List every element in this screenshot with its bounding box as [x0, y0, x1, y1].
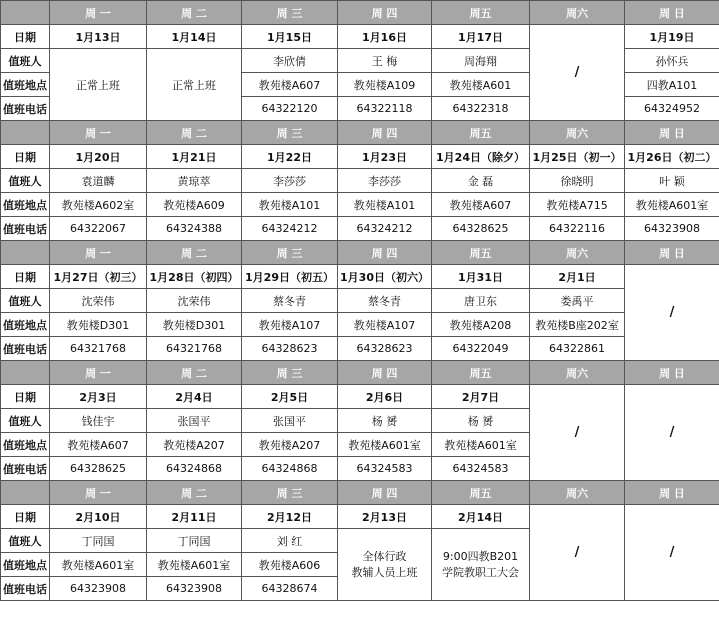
place-cell: 教苑楼A601室 [147, 553, 242, 577]
person-cell: 蔡冬青 [338, 289, 432, 313]
place-cell: 教苑楼A601 [432, 73, 530, 97]
phone-cell: 64322116 [530, 217, 625, 241]
weekday-header-thu: 周 四 [338, 241, 432, 265]
date-row [1, 385, 719, 409]
phone-row [1, 337, 719, 361]
person-cell: 王 梅 [338, 49, 432, 73]
place-cell: 教苑楼A609 [147, 193, 242, 217]
row-label-place: 值班地点 [1, 193, 50, 217]
place-cell: 教苑楼B座202室 [530, 313, 625, 337]
person-cell: 金 磊 [432, 169, 530, 193]
person-cell: 蔡冬青 [242, 289, 338, 313]
weekday-header-sat: 周六 [530, 241, 625, 265]
row-label-place: 值班地点 [1, 553, 50, 577]
row-label-person: 值班人 [1, 49, 50, 73]
weekday-header-wed: 周 三 [242, 361, 338, 385]
person-row [1, 169, 719, 193]
weekday-header-thu: 周 四 [338, 121, 432, 145]
place-cell: 教苑楼A207 [147, 433, 242, 457]
header-corner [1, 121, 50, 145]
weekday-header-tue: 周 二 [147, 1, 242, 25]
weekday-header-thu: 周 四 [338, 1, 432, 25]
weekday-header-mon: 周 一 [50, 121, 147, 145]
weekday-header-thu: 周 四 [338, 361, 432, 385]
person-cell: 周海翔 [432, 49, 530, 73]
header-corner [1, 1, 50, 25]
meeting-note-cell [432, 529, 530, 601]
date-cell: 1月13日 [50, 25, 147, 49]
weekday-header-mon: 周 一 [50, 361, 147, 385]
phone-cell: 64328625 [50, 457, 147, 481]
phone-cell: 64322067 [50, 217, 147, 241]
place-cell: 教苑楼A601室 [50, 553, 147, 577]
date-cell: 2月5日 [242, 385, 338, 409]
row-label-place: 值班地点 [1, 433, 50, 457]
date-cell: 2月12日 [242, 505, 338, 529]
weekday-header-fri: 周五 [432, 241, 530, 265]
person-row [1, 289, 719, 313]
place-cell: 教苑楼D301 [147, 313, 242, 337]
row-label-person: 值班人 [1, 169, 50, 193]
person-cell: 张国平 [242, 409, 338, 433]
weekday-header-wed: 周 三 [242, 241, 338, 265]
weekday-header-fri: 周五 [432, 361, 530, 385]
person-cell: 杨 赟 [432, 409, 530, 433]
date-cell: 1月28日（初四） [147, 265, 242, 289]
weekday-header-row [1, 121, 719, 145]
no-duty-slash: / [530, 385, 625, 481]
phone-cell: 64324388 [147, 217, 242, 241]
person-cell: 娄禹平 [530, 289, 625, 313]
date-cell: 1月17日 [432, 25, 530, 49]
place-cell: 教苑楼A601室 [625, 193, 719, 217]
weekday-header-sun: 周 日 [625, 241, 719, 265]
person-cell: 徐晓明 [530, 169, 625, 193]
row-label-phone: 值班电话 [1, 97, 50, 121]
all-staff-note-cell [338, 529, 432, 601]
place-cell: 教苑楼A109 [338, 73, 432, 97]
weekday-header-tue: 周 二 [147, 361, 242, 385]
phone-cell: 64322118 [338, 97, 432, 121]
weekday-header-row [1, 241, 719, 265]
person-cell: 黄琼萃 [147, 169, 242, 193]
weekday-header-fri: 周五 [432, 481, 530, 505]
row-label-place: 值班地点 [1, 313, 50, 337]
normal-work-cell: 正常上班 [50, 49, 147, 121]
weekday-header-fri: 周五 [432, 1, 530, 25]
header-corner [1, 361, 50, 385]
row-label-place: 值班地点 [1, 73, 50, 97]
phone-row [1, 217, 719, 241]
place-cell: 教苑楼A107 [338, 313, 432, 337]
weekday-header-sat: 周六 [530, 121, 625, 145]
place-cell: 教苑楼A208 [432, 313, 530, 337]
row-label-person: 值班人 [1, 529, 50, 553]
date-cell: 1月30日（初六） [338, 265, 432, 289]
date-cell: 1月14日 [147, 25, 242, 49]
row-label-date: 日期 [1, 145, 50, 169]
phone-cell: 64324212 [242, 217, 338, 241]
row-label-phone: 值班电话 [1, 457, 50, 481]
date-cell: 2月4日 [147, 385, 242, 409]
date-cell: 2月11日 [147, 505, 242, 529]
phone-cell: 64324212 [338, 217, 432, 241]
date-cell: 1月19日 [625, 25, 719, 49]
place-cell: 教苑楼D301 [50, 313, 147, 337]
weekday-header-sat: 周六 [530, 361, 625, 385]
date-cell: 2月13日 [338, 505, 432, 529]
phone-cell: 64324583 [338, 457, 432, 481]
row-label-person: 值班人 [1, 289, 50, 313]
date-cell: 2月10日 [50, 505, 147, 529]
phone-cell: 64324868 [147, 457, 242, 481]
phone-cell: 64322049 [432, 337, 530, 361]
phone-cell: 64322120 [242, 97, 338, 121]
date-row [1, 265, 719, 289]
weekday-header-wed: 周 三 [242, 1, 338, 25]
row-label-phone: 值班电话 [1, 337, 50, 361]
no-duty-slash: / [625, 265, 719, 361]
weekday-header-sat: 周六 [530, 1, 625, 25]
weekday-header-mon: 周 一 [50, 1, 147, 25]
phone-cell: 64324583 [432, 457, 530, 481]
weekday-header-row [1, 481, 719, 505]
date-cell: 2月1日 [530, 265, 625, 289]
date-cell: 1月22日 [242, 145, 338, 169]
weekday-header-row [1, 1, 719, 25]
note-line: 教辅人员上班 [351, 565, 418, 579]
weekday-header-tue: 周 二 [147, 121, 242, 145]
weekday-header-thu: 周 四 [338, 481, 432, 505]
person-cell: 李莎莎 [242, 169, 338, 193]
date-cell: 2月14日 [432, 505, 530, 529]
weekday-header-sun: 周 日 [625, 1, 719, 25]
weekday-header-sun: 周 日 [625, 121, 719, 145]
phone-cell: 64322861 [530, 337, 625, 361]
no-duty-slash: / [530, 505, 625, 601]
phone-cell: 64324868 [242, 457, 338, 481]
place-row [1, 313, 719, 337]
row-label-date: 日期 [1, 385, 50, 409]
place-cell: 教苑楼A207 [242, 433, 338, 457]
date-cell: 1月23日 [338, 145, 432, 169]
date-row [1, 25, 719, 49]
phone-cell: 64323908 [147, 577, 242, 601]
place-cell: 教苑楼A607 [50, 433, 147, 457]
phone-cell: 64328623 [242, 337, 338, 361]
row-label-date: 日期 [1, 25, 50, 49]
row-label-date: 日期 [1, 505, 50, 529]
header-corner [1, 481, 50, 505]
phone-cell: 64323908 [625, 217, 719, 241]
date-cell: 1月29日（初五） [242, 265, 338, 289]
note-line: 9:00四教B201 [442, 549, 519, 563]
date-row [1, 505, 719, 529]
weekday-header-tue: 周 二 [147, 241, 242, 265]
date-cell: 2月7日 [432, 385, 530, 409]
date-cell: 1月21日 [147, 145, 242, 169]
date-cell: 1月25日（初一） [530, 145, 625, 169]
phone-cell: 64328674 [242, 577, 338, 601]
date-cell: 2月3日 [50, 385, 147, 409]
phone-cell: 64324952 [625, 97, 719, 121]
place-cell: 教苑楼A101 [242, 193, 338, 217]
weekday-header-fri: 周五 [432, 121, 530, 145]
header-corner [1, 241, 50, 265]
person-cell: 袁道麟 [50, 169, 147, 193]
date-cell: 1月24日（除夕） [432, 145, 530, 169]
date-row [1, 145, 719, 169]
place-cell: 教苑楼A101 [338, 193, 432, 217]
phone-cell: 64321768 [147, 337, 242, 361]
date-cell: 1月20日 [50, 145, 147, 169]
date-cell: 1月15日 [242, 25, 338, 49]
weekday-header-tue: 周 二 [147, 481, 242, 505]
date-cell: 1月26日（初二） [625, 145, 719, 169]
row-label-date: 日期 [1, 265, 50, 289]
person-cell: 沈荣伟 [147, 289, 242, 313]
person-cell: 唐卫东 [432, 289, 530, 313]
date-cell: 1月31日 [432, 265, 530, 289]
weekday-header-sat: 周六 [530, 481, 625, 505]
person-cell: 杨 赟 [338, 409, 432, 433]
place-cell: 教苑楼A607 [242, 73, 338, 97]
person-cell: 孙怀兵 [625, 49, 719, 73]
date-cell: 1月16日 [338, 25, 432, 49]
person-cell: 李欣倩 [242, 49, 338, 73]
phone-cell: 64321768 [50, 337, 147, 361]
row-label-phone: 值班电话 [1, 577, 50, 601]
no-duty-slash: / [625, 385, 719, 481]
weekday-header-mon: 周 一 [50, 481, 147, 505]
person-cell: 沈荣伟 [50, 289, 147, 313]
person-cell: 张国平 [147, 409, 242, 433]
place-cell: 教苑楼A602室 [50, 193, 147, 217]
place-cell: 教苑楼A601室 [432, 433, 530, 457]
weekday-header-mon: 周 一 [50, 241, 147, 265]
place-cell: 四教A101 [625, 73, 719, 97]
person-cell: 丁同国 [147, 529, 242, 553]
phone-cell: 64328625 [432, 217, 530, 241]
person-cell: 钱佳宇 [50, 409, 147, 433]
no-duty-slash: / [530, 25, 625, 121]
row-label-person: 值班人 [1, 409, 50, 433]
weekday-header-wed: 周 三 [242, 481, 338, 505]
weekday-header-sun: 周 日 [625, 361, 719, 385]
note-line: 全体行政 [362, 549, 407, 563]
place-cell: 教苑楼A607 [432, 193, 530, 217]
note-line: 学院教职工大会 [442, 565, 519, 579]
person-cell: 刘 红 [242, 529, 338, 553]
place-cell: 教苑楼A107 [242, 313, 338, 337]
place-cell: 教苑楼A715 [530, 193, 625, 217]
place-row [1, 193, 719, 217]
person-cell: 李莎莎 [338, 169, 432, 193]
weekday-header-sun: 周 日 [625, 481, 719, 505]
place-cell: 教苑楼A601室 [338, 433, 432, 457]
phone-cell: 64323908 [50, 577, 147, 601]
no-duty-slash: / [625, 505, 719, 601]
date-cell: 2月6日 [338, 385, 432, 409]
normal-work-cell: 正常上班 [147, 49, 242, 121]
place-cell: 教苑楼A606 [242, 553, 338, 577]
phone-cell: 64322318 [432, 97, 530, 121]
person-cell: 丁同国 [50, 529, 147, 553]
person-cell: 叶 颖 [625, 169, 719, 193]
row-label-phone: 值班电话 [1, 217, 50, 241]
phone-cell: 64328623 [338, 337, 432, 361]
weekday-header-wed: 周 三 [242, 121, 338, 145]
weekday-header-row [1, 361, 719, 385]
date-cell: 1月27日（初三） [50, 265, 147, 289]
